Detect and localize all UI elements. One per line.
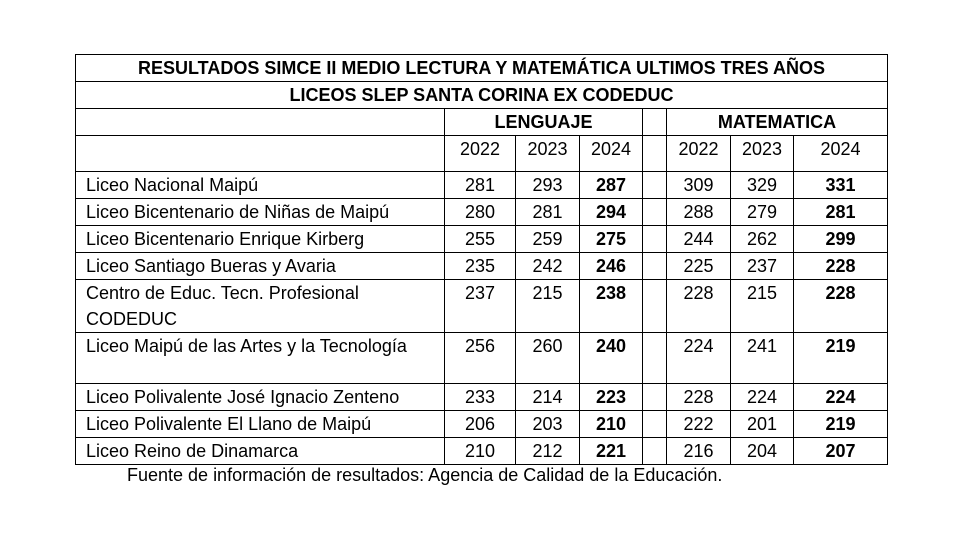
table-row — [76, 438, 888, 465]
matematica-2022-score: 222 — [667, 411, 731, 438]
lenguaje-2022-score: 237 — [445, 280, 516, 333]
year-matematica-2023: 2023 — [731, 136, 794, 172]
matematica-2024-score: 331 — [794, 172, 888, 199]
table-title: RESULTADOS SIMCE II MEDIO LECTURA Y MATEMÁTICA ULTIMOS TRES AÑOS — [76, 55, 888, 82]
lenguaje-2024-score: 275 — [580, 226, 643, 253]
matematica-2022-score: 228 — [667, 384, 731, 411]
matematica-2024-score: 228 — [794, 280, 888, 333]
table-row — [76, 172, 888, 199]
matematica-2023-score: 279 — [731, 199, 794, 226]
year-lenguaje-2024: 2024 — [580, 136, 643, 172]
header-blank — [76, 109, 445, 136]
gap-cell — [643, 280, 667, 333]
year-header-row — [76, 136, 888, 172]
school-name: Liceo Reino de Dinamarca — [76, 438, 445, 465]
lenguaje-2023-score: 212 — [516, 438, 580, 465]
matematica-2022-score: 309 — [667, 172, 731, 199]
lenguaje-2022-score: 233 — [445, 384, 516, 411]
matematica-2024-score: 299 — [794, 226, 888, 253]
table-row — [76, 333, 888, 384]
simce-results-table — [75, 54, 888, 465]
gap-cell — [643, 226, 667, 253]
matematica-2024-score: 219 — [794, 333, 888, 384]
matematica-2022-score: 224 — [667, 333, 731, 384]
matematica-2023-score: 215 — [731, 280, 794, 333]
year-gap — [643, 136, 667, 172]
matematica-2024-score: 219 — [794, 411, 888, 438]
lenguaje-2022-score: 281 — [445, 172, 516, 199]
matematica-2022-score: 288 — [667, 199, 731, 226]
lenguaje-header: LENGUAJE — [445, 109, 643, 136]
lenguaje-2024-score: 223 — [580, 384, 643, 411]
matematica-2023-score: 241 — [731, 333, 794, 384]
matematica-2023-score: 224 — [731, 384, 794, 411]
gap-cell — [643, 199, 667, 226]
matematica-2022-score: 216 — [667, 438, 731, 465]
matematica-2024-score: 224 — [794, 384, 888, 411]
lenguaje-2022-score: 255 — [445, 226, 516, 253]
matematica-2024-score: 281 — [794, 199, 888, 226]
lenguaje-2022-score: 235 — [445, 253, 516, 280]
group-header-row — [76, 109, 888, 136]
lenguaje-2024-score: 246 — [580, 253, 643, 280]
lenguaje-2023-score: 260 — [516, 333, 580, 384]
table-subtitle: LICEOS SLEP SANTA CORINA EX CODEDUC — [76, 82, 888, 109]
header-gap — [643, 109, 667, 136]
lenguaje-2024-score: 240 — [580, 333, 643, 384]
school-name: Liceo Santiago Bueras y Avaria — [76, 253, 445, 280]
matematica-2022-score: 228 — [667, 280, 731, 333]
lenguaje-2024-score: 210 — [580, 411, 643, 438]
year-matematica-2024: 2024 — [794, 136, 888, 172]
table-row — [76, 226, 888, 253]
gap-cell — [643, 384, 667, 411]
lenguaje-2024-score: 221 — [580, 438, 643, 465]
gap-cell — [643, 172, 667, 199]
matematica-2023-score: 204 — [731, 438, 794, 465]
matematica-2023-score: 237 — [731, 253, 794, 280]
year-blank — [76, 136, 445, 172]
lenguaje-2022-score: 210 — [445, 438, 516, 465]
table-row — [76, 411, 888, 438]
lenguaje-2023-score: 214 — [516, 384, 580, 411]
gap-cell — [643, 438, 667, 465]
matematica-2022-score: 244 — [667, 226, 731, 253]
table-row — [76, 384, 888, 411]
lenguaje-2023-score: 259 — [516, 226, 580, 253]
year-lenguaje-2023: 2023 — [516, 136, 580, 172]
school-name: Liceo Maipú de las Artes y la Tecnología — [76, 333, 445, 384]
lenguaje-2023-score: 242 — [516, 253, 580, 280]
matematica-2023-score: 201 — [731, 411, 794, 438]
lenguaje-2022-score: 256 — [445, 333, 516, 384]
matematica-2023-score: 329 — [731, 172, 794, 199]
matematica-2024-score: 207 — [794, 438, 888, 465]
matematica-2023-score: 262 — [731, 226, 794, 253]
school-name: Liceo Bicentenario Enrique Kirberg — [76, 226, 445, 253]
gap-cell — [643, 333, 667, 384]
lenguaje-2022-score: 280 — [445, 199, 516, 226]
lenguaje-2023-score: 215 — [516, 280, 580, 333]
table-row — [76, 199, 888, 226]
school-name: Liceo Nacional Maipú — [76, 172, 445, 199]
matematica-2022-score: 225 — [667, 253, 731, 280]
matematica-2024-score: 228 — [794, 253, 888, 280]
lenguaje-2023-score: 293 — [516, 172, 580, 199]
school-name: Liceo Polivalente José Ignacio Zenteno — [76, 384, 445, 411]
school-name: Centro de Educ. Tecn. Profesional CODEDUC — [76, 280, 445, 333]
school-name: Liceo Bicentenario de Niñas de Maipú — [76, 199, 445, 226]
lenguaje-2022-score: 206 — [445, 411, 516, 438]
year-lenguaje-2022: 2022 — [445, 136, 516, 172]
lenguaje-2024-score: 287 — [580, 172, 643, 199]
year-matematica-2022: 2022 — [667, 136, 731, 172]
lenguaje-2023-score: 203 — [516, 411, 580, 438]
table-row — [76, 280, 888, 333]
lenguaje-2024-score: 294 — [580, 199, 643, 226]
matematica-header: MATEMATICA — [667, 109, 888, 136]
lenguaje-2023-score: 281 — [516, 199, 580, 226]
table-body — [76, 172, 888, 465]
table-row — [76, 253, 888, 280]
source-note: Fuente de información de resultados: Agencia de Calidad de la Educación. — [127, 465, 723, 485]
gap-cell — [643, 253, 667, 280]
school-name: Liceo Polivalente El Llano de Maipú — [76, 411, 445, 438]
lenguaje-2024-score: 238 — [580, 280, 643, 333]
gap-cell — [643, 411, 667, 438]
